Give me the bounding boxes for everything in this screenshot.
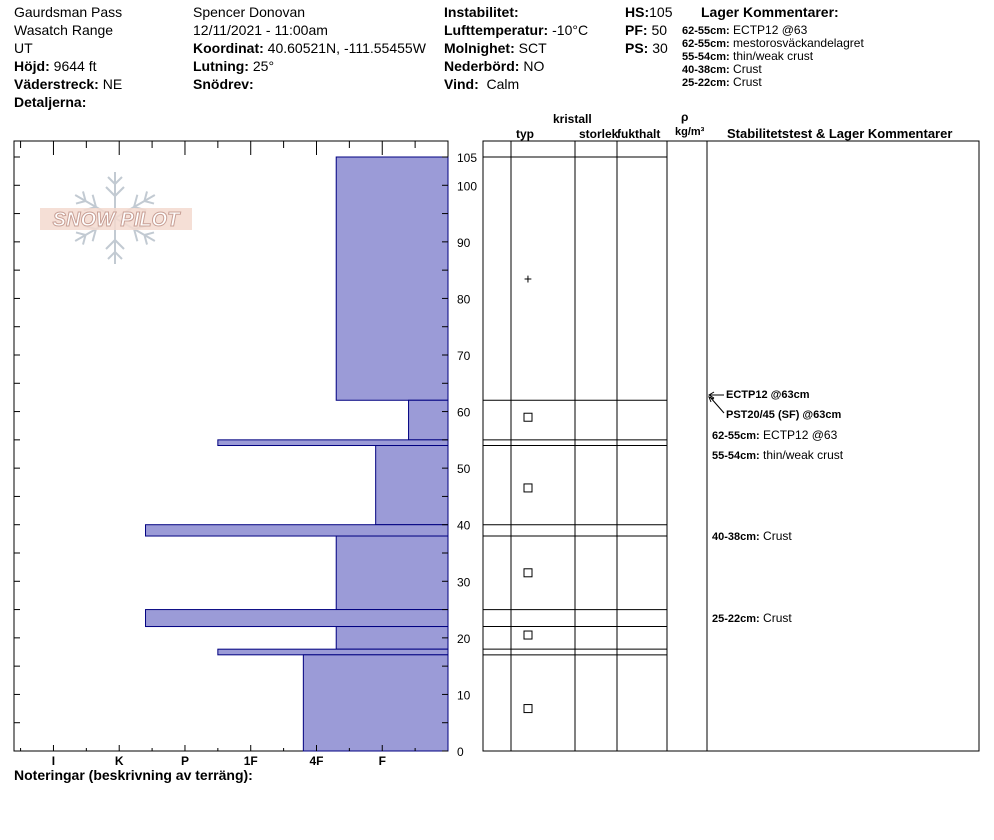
layer-annotation-text: Crust (763, 611, 792, 625)
grain-symbol (524, 631, 532, 639)
hardness-tick-label: I (51, 754, 56, 768)
rho-header: ρ (681, 110, 689, 124)
layer-comment-range: 55-54cm: (682, 51, 730, 63)
wind-value: Calm (486, 76, 520, 92)
kristall-header: kristall (553, 112, 592, 126)
location-name: Gaurdsman Pass (14, 4, 123, 20)
hardness-bar (336, 157, 448, 400)
depth-tick-label: 105 (457, 151, 478, 165)
layer-annotation-range: 25-22cm: (712, 613, 760, 625)
hardness-bar (303, 655, 448, 751)
typ-header: typ (516, 127, 534, 141)
layer-annotation-text: thin/weak crust (763, 448, 844, 462)
layer-annotation-range: 40-38cm: (712, 531, 760, 543)
sky-label: Molnighet: (444, 40, 515, 56)
hs-value: 105 (649, 4, 673, 20)
depth-tick-label: 50 (457, 462, 471, 477)
hardness-tick-label: P (180, 754, 189, 768)
hardness-bar (376, 446, 448, 525)
layer-comment-text: ECTP12 @63 (733, 23, 808, 37)
coordinate-label: Koordinat: (193, 40, 264, 56)
depth-tick-label: 0 (457, 745, 464, 759)
test-result-arrow (710, 397, 724, 413)
layer-comment-text: Crust (733, 75, 762, 89)
precip-label: Nederbörd: (444, 58, 520, 74)
hardness-bar (218, 649, 448, 655)
grain-symbol (524, 413, 532, 421)
datetime: 12/11/2021 - 11:00am (193, 22, 328, 38)
depth-tick-label: 90 (457, 235, 471, 250)
depth-tick-label: 40 (457, 518, 471, 533)
grain-symbol (524, 705, 532, 713)
hs-label: HS: (625, 4, 650, 20)
fukthalt-header: fukthalt (617, 127, 661, 141)
elevation-value: 9644 ft (53, 58, 97, 74)
air-temp-label: Lufttemperatur: (444, 22, 549, 38)
pf-label: PF: (625, 22, 648, 38)
wind-loading-label: Snödrev: (193, 76, 254, 92)
coordinate-value: 40.60521N, -111.55455W (267, 40, 426, 56)
aspect-value: NE (102, 76, 123, 92)
layer-annotation-text: ECTP12 @63 (763, 428, 838, 442)
depth-tick-label: 100 (457, 179, 478, 194)
hardness-bar (218, 440, 448, 446)
depth-tick-label: 70 (457, 349, 471, 363)
grain-symbol (524, 484, 532, 492)
grain-symbol: + (523, 270, 533, 287)
instability-label: Instabilitet: (444, 4, 519, 20)
wind-label: Vind: (444, 76, 479, 92)
air-temp-value: -10°C (552, 22, 589, 38)
layer-comment-text: thin/weak crust (733, 49, 814, 63)
storlek-header: storlek (579, 127, 619, 141)
aspect-label: Väderstreck: (14, 76, 99, 92)
hardness-bar (146, 525, 448, 536)
layer-comment-range: 62-55cm: (682, 25, 730, 37)
layer-comment-range: 40-38cm: (682, 64, 730, 76)
hardness-bar (409, 400, 448, 440)
layer-comment-text: Crust (733, 62, 762, 76)
ps-value: 30 (652, 40, 668, 56)
hardness-bar (336, 627, 448, 650)
pf-value: 50 (651, 22, 668, 38)
layer-annotation-range: 55-54cm: (712, 450, 760, 462)
slope-label: Lutning: (193, 58, 249, 74)
layer-annotation-range: 62-55cm: (712, 430, 760, 442)
layer-comment-text: mestorosväckandelagret (733, 36, 864, 50)
hardness-tick-label: K (114, 754, 124, 768)
grain-symbol (524, 569, 532, 577)
sky-value: SCT (518, 40, 547, 56)
density-unit-header: kg/m³ (675, 126, 705, 138)
hardness-tick-label: 1F (243, 754, 258, 768)
slope-value: 25° (252, 58, 275, 74)
layer-comments-title: Lager Kommentarer: (701, 4, 839, 20)
details-label: Detaljerna: (14, 94, 87, 110)
elevation-label: Höjd: (14, 58, 50, 74)
hardness-bar (146, 610, 448, 627)
layer-comment-range: 62-55cm: (682, 38, 730, 50)
stability-header: Stabilitetstest & Lager Kommentarer (727, 126, 953, 141)
depth-tick-label: 20 (457, 631, 471, 646)
hardness-bar (336, 536, 448, 610)
layer-comment-range: 25-22cm: (682, 77, 730, 89)
depth-tick-label: 30 (457, 575, 471, 590)
ps-label: PS: (625, 40, 649, 56)
logo-text: SNOW PILOT (52, 209, 180, 231)
mountain-range: Wasatch Range (14, 22, 114, 38)
depth-tick-label: 10 (457, 688, 471, 703)
state: UT (14, 40, 33, 56)
hardness-tick-label: F (378, 754, 386, 768)
test-result-label: ECTP12 @63cm (726, 389, 810, 401)
hardness-tick-label: 4F (309, 754, 324, 768)
precip-value: NO (523, 58, 545, 74)
observer: Spencer Donovan (193, 4, 306, 20)
depth-tick-label: 60 (457, 405, 471, 420)
test-result-label: PST20/45 (SF) @63cm (726, 409, 842, 421)
notes-label: Noteringar (beskrivning av terräng): (14, 767, 253, 783)
depth-tick-label: 80 (457, 292, 471, 307)
layer-annotation-text: Crust (763, 529, 792, 543)
